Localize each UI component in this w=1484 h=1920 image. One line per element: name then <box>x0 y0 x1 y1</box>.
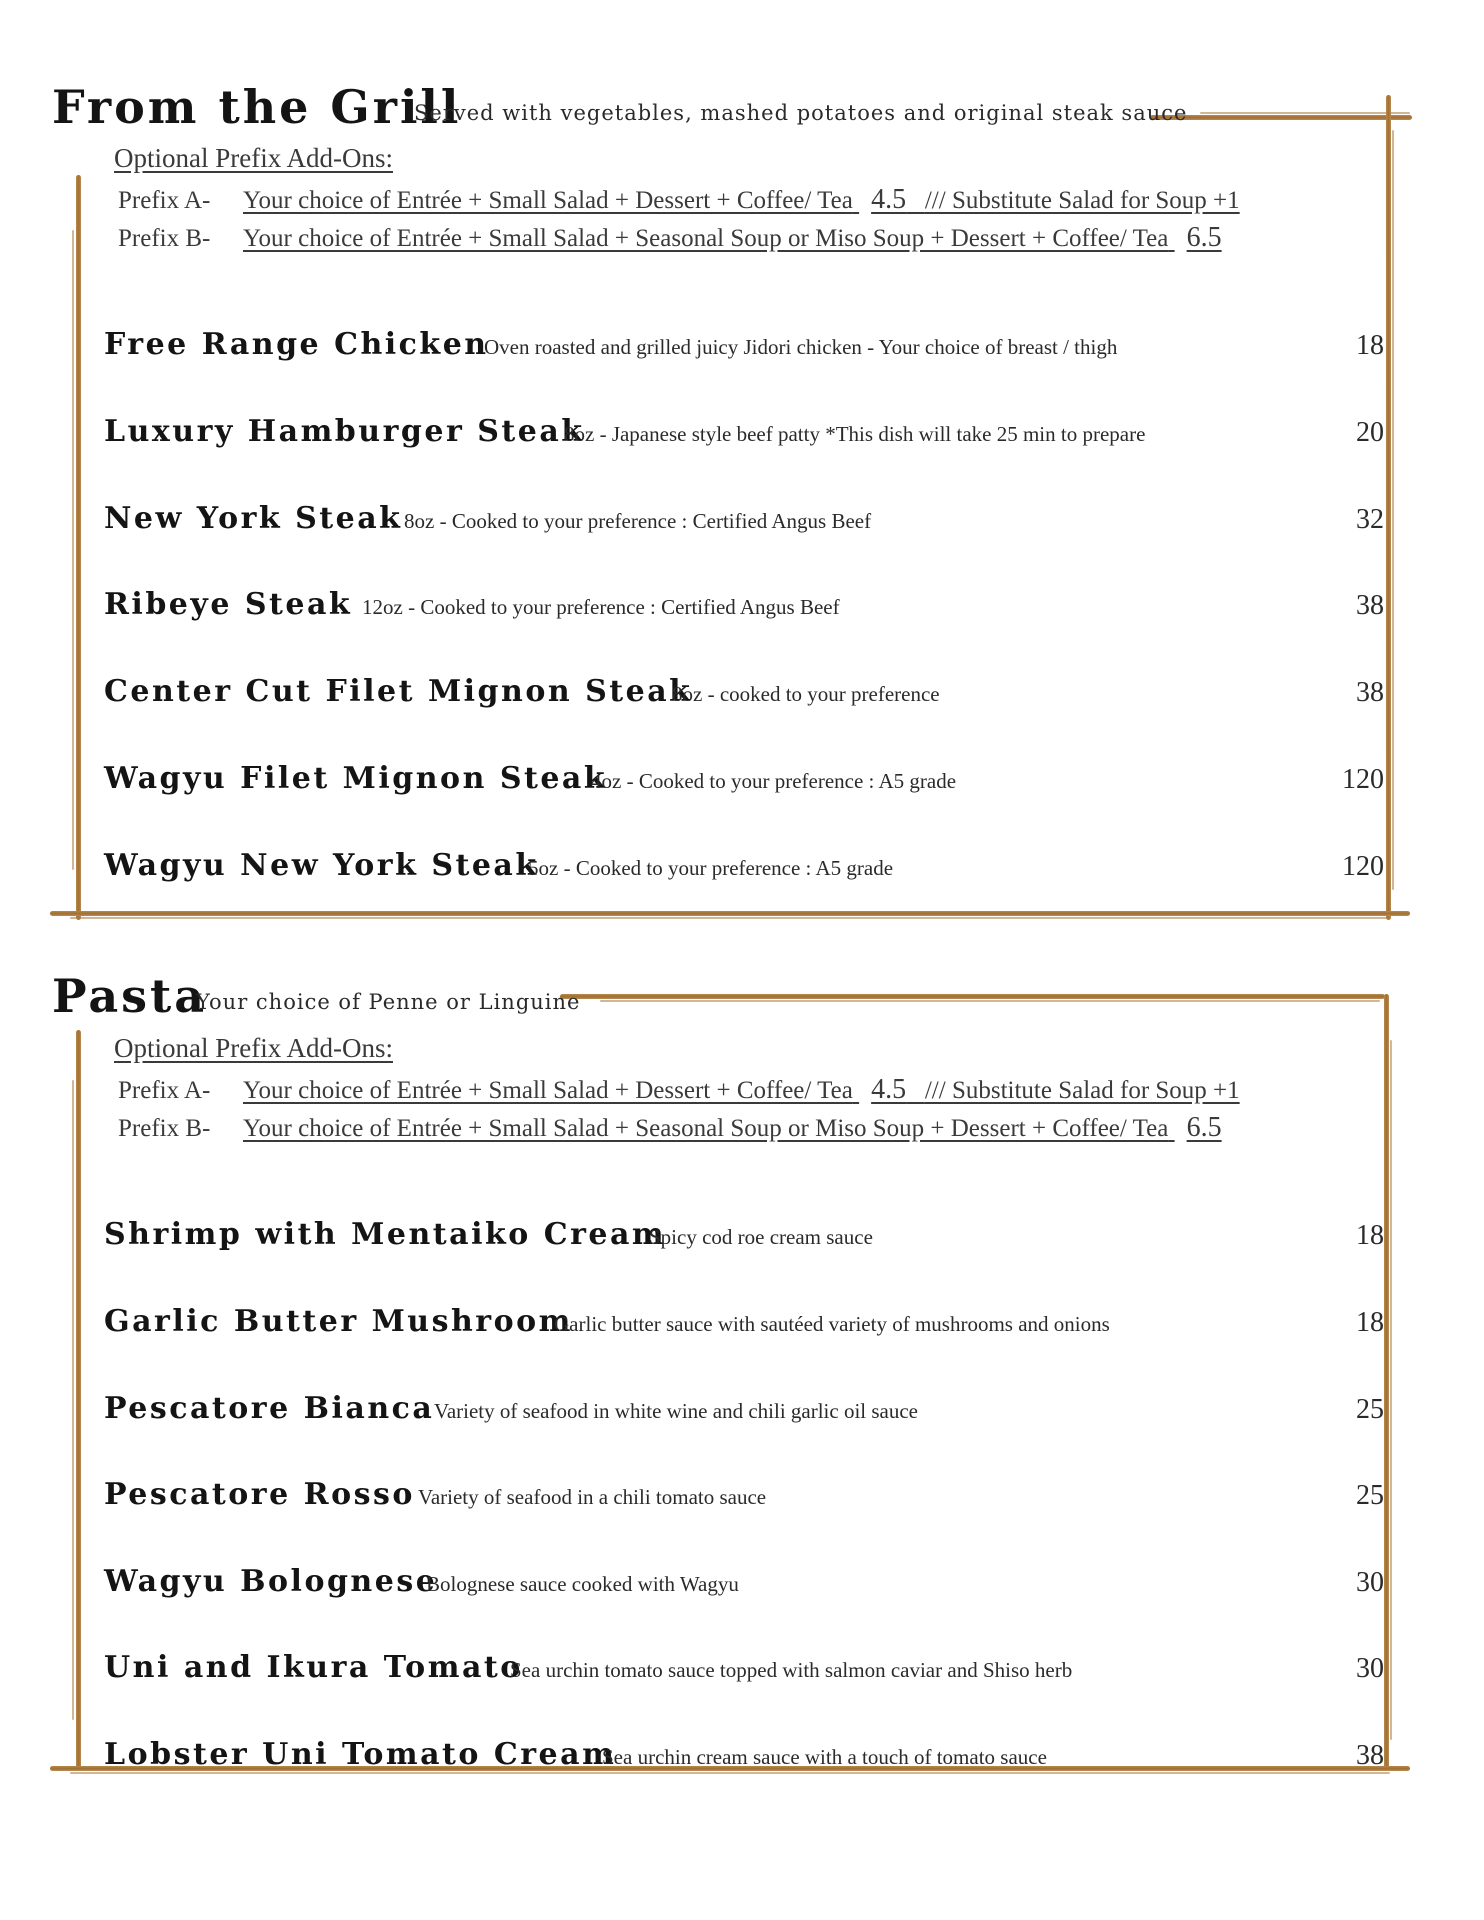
list-item <box>104 318 1384 368</box>
prefix-a-label: Prefix A- <box>118 187 211 214</box>
item-price: 20 <box>1356 417 1384 448</box>
prefix-b-label: Prefix B- <box>118 1115 211 1142</box>
prefix-b-price: 6.5 <box>1186 1112 1222 1143</box>
item-price: 18 <box>1356 1307 1384 1338</box>
prefix-a-description: Your choice of Entrée + Small Salad + Dessert + Coffee/ Tea 4.5 /// Substitute Salad for Soup +1 <box>243 1074 1240 1105</box>
item-price: 18 <box>1356 1220 1384 1251</box>
list-item <box>104 578 1384 628</box>
item-price: 38 <box>1356 1740 1384 1771</box>
prefix-a-description: Your choice of Entrée + Small Salad + Dessert + Coffee/ Tea 4.5 /// Substitute Salad for Soup +1 <box>243 184 1240 215</box>
item-name: Center Cut Filet Mignon Steak <box>104 674 693 709</box>
item-description: Oven roasted and grilled juicy Jidori chicken - Your choice of breast / thigh <box>484 335 1118 359</box>
item-name: Uni and Ikura Tomato <box>104 1650 523 1685</box>
frame-left-stroke-thin <box>72 1080 74 1720</box>
grill-title: From the Grill <box>52 80 462 134</box>
list-item <box>104 1728 1384 1778</box>
prefix-a-price: 4.5 <box>871 1074 907 1105</box>
item-description: Sea urchin tomato sauce topped with salmon caviar and Shiso herb <box>510 1658 1073 1682</box>
prefix-a-note: /// Substitute Salad for Soup +1 <box>924 187 1240 214</box>
list-item <box>104 665 1384 715</box>
frame-top-right-stroke <box>560 994 1385 999</box>
item-name: Pescatore Rosso <box>104 1477 415 1512</box>
item-description: 8oz - Cooked to your preference : Certified Angus Beef <box>404 509 872 533</box>
item-price: 38 <box>1356 590 1384 621</box>
item-description: Variety of seafood in a chili tomato sauce <box>418 1485 767 1509</box>
item-price: 25 <box>1356 1394 1384 1425</box>
frame-left-stroke <box>76 175 81 920</box>
item-description: 5oz - Cooked to your preference : A5 grade <box>528 856 894 880</box>
frame-top-right-stroke-thin <box>600 1000 1380 1002</box>
item-name: Free Range Chicken <box>104 327 489 362</box>
item-price: 32 <box>1356 504 1384 535</box>
item-description: 4oz - Cooked to your preference : A5 grade <box>591 769 957 793</box>
item-price: 18 <box>1356 330 1384 361</box>
item-name: Pescatore Bianca <box>104 1391 435 1426</box>
list-item <box>104 1555 1384 1605</box>
item-price: 30 <box>1356 1567 1384 1598</box>
frame-right-stroke <box>1386 95 1391 920</box>
prefix-b-description: Your choice of Entrée + Small Salad + Seasonal Soup or Miso Soup + Dessert + Coffee/ Tea 6.5 <box>243 1112 1222 1143</box>
item-name: Wagyu New York Steak <box>104 848 539 883</box>
frame-left-stroke <box>76 1030 81 1770</box>
item-description: 8oz - cooked to your preference <box>672 682 940 706</box>
frame-top-right-stroke-thin <box>1200 112 1410 114</box>
item-name: Lobster Uni Tomato Cream <box>104 1737 617 1772</box>
list-item <box>104 1641 1384 1691</box>
pasta-title: Pasta <box>52 969 208 1023</box>
item-name: Wagyu Bolognese <box>104 1564 438 1599</box>
item-price: 30 <box>1356 1653 1384 1684</box>
frame-bottom-stroke <box>50 911 1410 916</box>
list-item <box>104 1208 1384 1258</box>
item-name: Shrimp with Mentaiko Cream <box>104 1217 667 1252</box>
item-description: Bolognese sauce cooked with Wagyu <box>426 1572 739 1596</box>
pasta-prefix-b <box>118 1112 1222 1144</box>
item-price: 120 <box>1342 764 1384 795</box>
frame-right-stroke-thin <box>1390 1040 1392 1740</box>
prefix-b-description: Your choice of Entrée + Small Salad + Seasonal Soup or Miso Soup + Dessert + Coffee/ Tea 6.5 <box>243 222 1222 253</box>
frame-top-right-stroke <box>1150 115 1412 120</box>
item-name: Luxury Hamburger Steak <box>104 414 585 449</box>
grill-prefix-heading: Optional Prefix Add-Ons: <box>114 143 393 173</box>
item-description: Garlic butter sauce with sautéed variety of mushrooms and onions <box>554 1312 1110 1336</box>
grill-subtitle: Served with vegetables, mashed potatoes and original steak sauce <box>414 101 1188 125</box>
prefix-a-price: 4.5 <box>871 184 907 215</box>
list-item <box>104 492 1384 542</box>
prefix-a-note: /// Substitute Salad for Soup +1 <box>924 1077 1240 1104</box>
pasta-subtitle: Your choice of Penne or Linguine <box>196 990 581 1014</box>
item-name: Ribeye Steak <box>104 587 353 622</box>
pasta-prefix-heading: Optional Prefix Add-Ons: <box>114 1033 393 1063</box>
frame-left-stroke-thin <box>72 230 74 870</box>
item-name: Garlic Butter Mushroom <box>104 1304 573 1339</box>
frame-right-stroke-thin <box>1392 130 1394 890</box>
item-description: Spicy cod roe cream sauce <box>649 1225 873 1249</box>
item-price: 120 <box>1342 851 1384 882</box>
item-description: 8oz - Japanese style beef patty *This dish will take 25 min to prepare <box>564 422 1146 446</box>
list-item <box>104 752 1384 802</box>
prefix-b-label: Prefix B- <box>118 225 211 252</box>
item-price: 38 <box>1356 677 1384 708</box>
item-description: Sea urchin cream sauce with a touch of tomato sauce <box>602 1745 1047 1769</box>
item-description: Variety of seafood in white wine and chili garlic oil sauce <box>434 1399 919 1423</box>
item-price: 25 <box>1356 1480 1384 1511</box>
list-item <box>104 405 1384 455</box>
grill-prefix-a <box>118 184 1240 216</box>
pasta-section <box>0 960 1484 1860</box>
frame-bottom-stroke-thin <box>70 917 1390 919</box>
list-item <box>104 839 1384 889</box>
prefix-b-price: 6.5 <box>1186 222 1222 253</box>
list-item <box>104 1382 1384 1432</box>
item-description: 12oz - Cooked to your preference : Certified Angus Beef <box>362 595 840 619</box>
prefix-a-label: Prefix A- <box>118 1077 211 1104</box>
grill-section <box>0 0 1484 930</box>
frame-right-stroke <box>1384 994 1389 1769</box>
item-name: Wagyu Filet Mignon Steak <box>104 761 608 796</box>
grill-prefix-b <box>118 222 1222 254</box>
list-item <box>104 1468 1384 1518</box>
pasta-prefix-a <box>118 1074 1240 1106</box>
list-item <box>104 1295 1384 1345</box>
item-name: New York Steak <box>104 501 403 536</box>
